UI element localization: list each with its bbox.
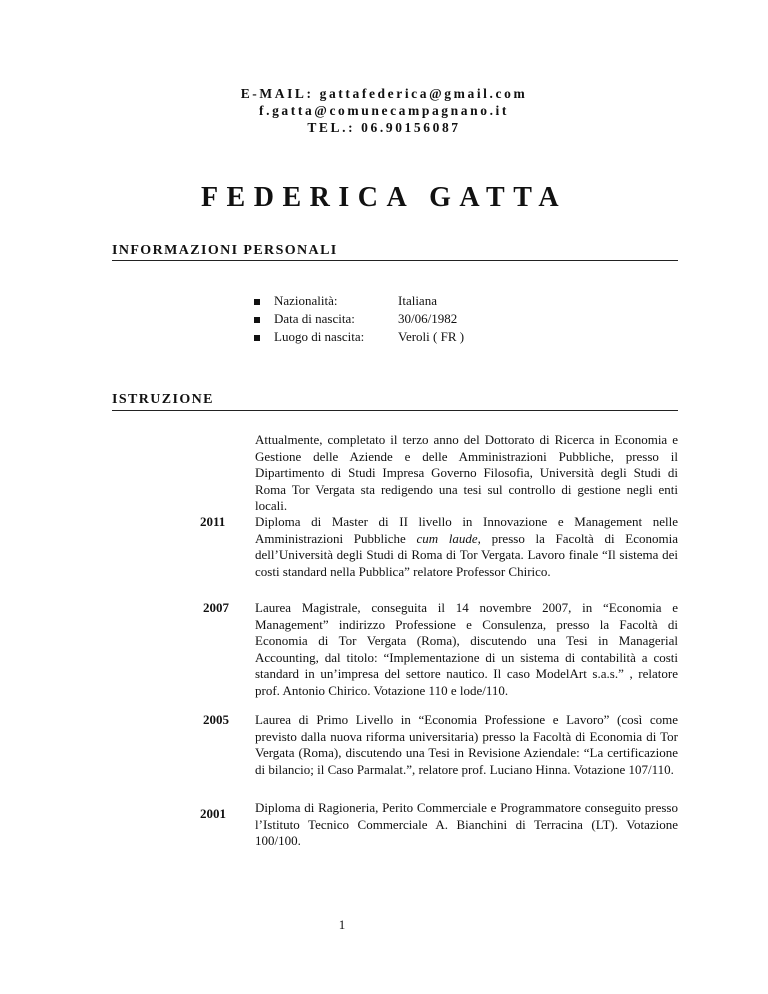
personal-info-label: Data di nascita: bbox=[274, 311, 355, 326]
personal-info-value: Veroli ( FR ) bbox=[398, 329, 465, 344]
education-entry-text: Laurea di Primo Livello in “Economia Professione e Lavoro” (così come previsto dalla nuova riforma universitaria) presso la Facoltà di Economia di Tor Vergata (Roma), discutendo una Tesi in Revisione Aziendale: “La certificazione di bilancio; il Caso Parmalat.”, relatore prof. Luciano Hinna. Votazione 107/110. bbox=[255, 712, 678, 777]
personal-info-row bbox=[250, 293, 550, 311]
bullet-icon bbox=[254, 335, 260, 341]
section-rule-personal bbox=[112, 260, 678, 261]
personal-info-row bbox=[250, 329, 550, 347]
bullet-icon bbox=[254, 317, 260, 323]
personal-info-label: Nazionalità: bbox=[274, 293, 338, 308]
education-entry-text: Diploma di Ragioneria, Perito Commerciale e Programmatore conseguito presso l’Istituto Tecnico Commerciale A. Bianchini di Terracina (LT). Votazione 100/100. bbox=[255, 800, 678, 848]
education-year: 2011 bbox=[200, 514, 226, 529]
personal-info-row bbox=[250, 311, 550, 329]
education-year: 2005 bbox=[203, 712, 229, 727]
personal-info-value: Italiana bbox=[398, 293, 437, 308]
section-title-education: ISTRUZIONE bbox=[112, 392, 214, 407]
entry-text-italic: cum laude bbox=[416, 530, 478, 546]
education-year: 2001 bbox=[200, 806, 226, 821]
page-title: FEDERICA GATTA bbox=[200, 182, 568, 213]
entry-text-part: Diploma di Master di II livello in Innovazione e Management nelle Amministrazioni Pubbliche bbox=[255, 514, 678, 546]
personal-info-label: Luogo di nascita: bbox=[274, 329, 365, 344]
education-entry-text bbox=[255, 514, 678, 580]
education-year: 2007 bbox=[203, 600, 229, 615]
bullet-icon bbox=[254, 299, 260, 305]
email2-line: f.gatta@comunecampagnano.it bbox=[259, 103, 509, 118]
tel-line: TEL.: 06.90156087 bbox=[307, 120, 461, 135]
personal-info-list bbox=[250, 293, 550, 347]
entry-text-part: , presso la Facoltà di Economia dell’Università degli Studi di Roma di Tor Vergata. Lavoro finale “Il sistema dei costi standard nella Pubblica” relatore Professor Chirico. bbox=[255, 530, 678, 579]
section-title-personal: INFORMAZIONI PERSONALI bbox=[112, 243, 338, 258]
page-number: 1 bbox=[338, 917, 346, 932]
section-rule-education bbox=[112, 410, 678, 411]
education-intro: Attualmente, completato il terzo anno del Dottorato di Ricerca in Economia e Gestione delle Aziende e delle Amministrazioni Pubbliche, presso il Dipartimento di Studi Impresa Governo Filosofia, Università degli Studi di Roma Tor Vergata sta redigendo una tesi sul controllo di gestione negli enti locali. bbox=[255, 432, 678, 513]
email-line: E-MAIL: gattafederica@gmail.com bbox=[240, 86, 528, 101]
personal-info-value: 30/06/1982 bbox=[398, 311, 458, 326]
education-entry-text: Laurea Magistrale, conseguita il 14 novembre 2007, in “Economia e Management” indirizzo Professione e Consulenza, presso la Facoltà di Economia di Tor Vergata (Roma), discutendo una Tesi in Managerial Accounting, dal titolo: “Implementazione di un sistema di contabilità a costi standard in un’impresa del settore nautico. Il caso ModelArt s.a.s.” , relatore prof. Antonio Chirico. Votazione 110 e lode/110. bbox=[255, 600, 678, 698]
